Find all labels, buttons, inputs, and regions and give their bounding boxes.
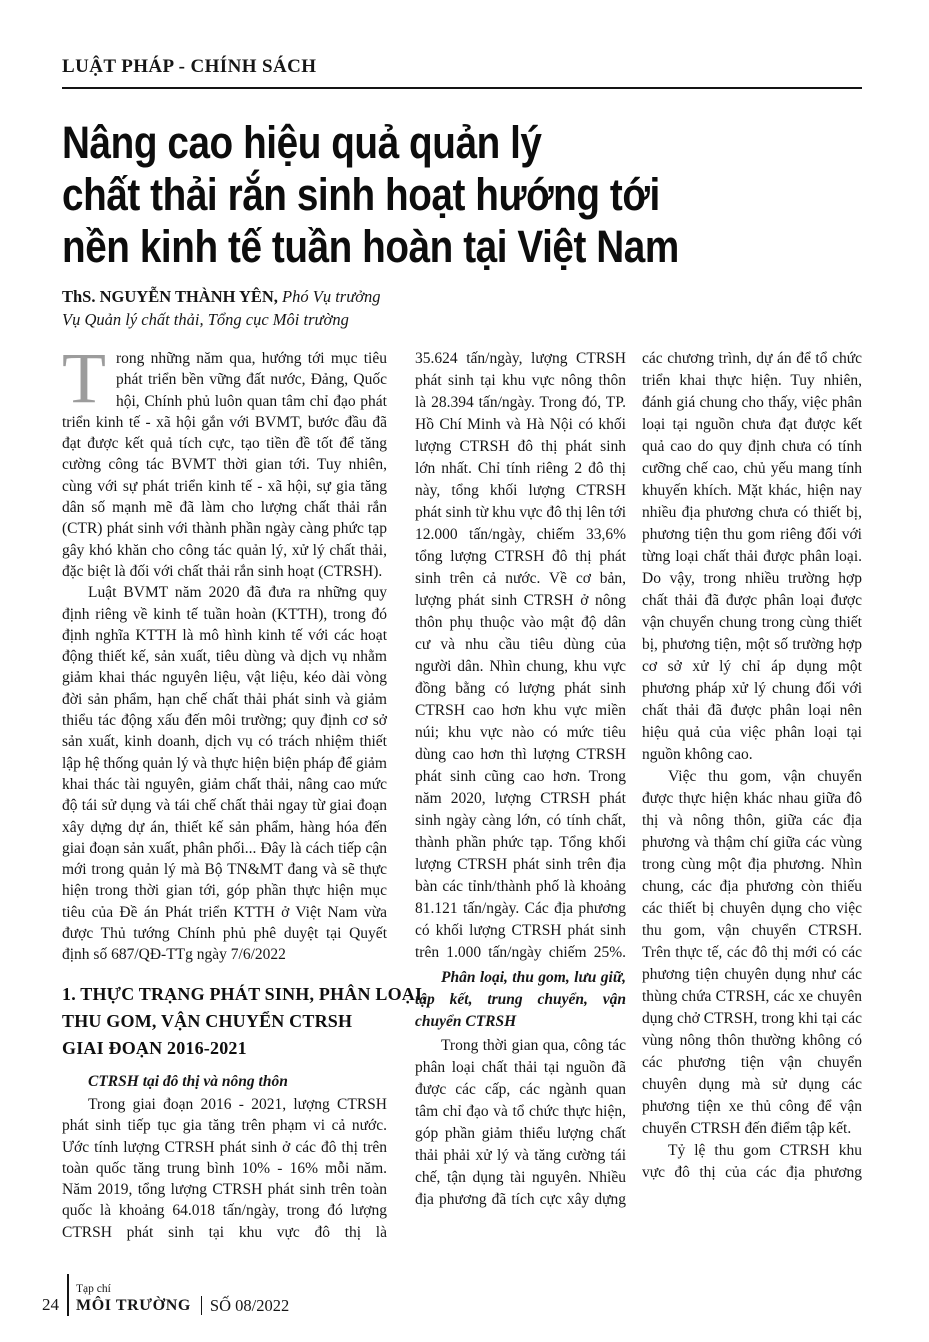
dropcap-letter: T	[62, 338, 106, 418]
page-footer	[42, 1274, 289, 1316]
title-line-2: chất thải rắn sinh hoạt hướng tới	[62, 169, 660, 220]
magazine-name: MÔI TRƯỜNG	[76, 1297, 191, 1314]
section-heading-line-1: 1. THỰC TRẠNG PHÁT SINH, PHÂN LOẠI,	[62, 983, 427, 1004]
byline	[62, 285, 862, 331]
column-1	[62, 338, 427, 1243]
subheading-urban-rural: CTRSH tại đô thị và nông thôn	[88, 1072, 288, 1090]
issue-block	[201, 1296, 289, 1316]
section-kicker: LUẬT PHÁP - CHÍNH SÁCH	[62, 56, 317, 77]
paragraph-collection-rate: Tỷ lệ thu gom CTRSH khu vực đô thị của các địa phương	[642, 1142, 862, 1181]
paragraph-sorting: Trong thời gian qua, công tác phân loại chất thải tại nguồn đã được các cấp, các ngành quan tâm chỉ đạo và tổ chức thực hiện, góp phần giảm thiểu lượng chất thải phải xử lý và tăng cường tái chế, tận dụng tài nguyên. Nhiều địa phương đã tích cực xây dựng	[415, 1037, 626, 1208]
paragraph-transport: Việc thu gom, vận chuyển được thực hiện khác nhau giữa đô thị và nông thôn, giữa các địa phương và thậm chí giữa các vùng trong cùng một địa phương. Nhìn chung, các địa phương còn thiếu các thiết bị chuyên dụng cho việc thu gom, vận chuyển CTRSH. Trên thực tế, các đô thị mới có các phương tiện chuyên dụng như các thùng chứa CTRSH, các xe chuyên dụng chở CTRSH, trong khi tại các vùng nông thôn thường không có các phương tiện vận chuyển chuyên dụng mà sử dụng các phương tiện xe thủ công để vận chuyển CTRSH đến điểm tập kết.	[642, 768, 862, 1137]
article-body	[62, 338, 862, 1243]
article-title	[62, 117, 862, 273]
author-role: Phó Vụ trưởng	[277, 287, 381, 306]
footer-divider-bar	[67, 1274, 69, 1316]
column-3	[642, 348, 862, 1243]
magazine-tagline: Tạp chí	[76, 1283, 111, 1295]
author-name: ThS. NGUYỄN THÀNH YÊN,	[62, 287, 278, 306]
paragraph-intro-text: rong những năm qua, hướng tới mục tiêu phát triển bền vững đất nước, Đảng, Quốc hội, Chính phủ luôn quan tâm chỉ đạo phát triển kinh tế - xã hội gắn với BVMT, bước đầu đã đạt được kết quả tích cực, tạo tiền đề tốt để tăng cường công tác BVMT thời gian tới. Tuy nhiên, cùng với sự phát triển kinh tế - xã hội, sự gia tăng dân số mạnh mẽ đã làm cho lượng chất thải rắn (CTR) phát sinh với thành phần ngày càng phức tạp gây khó khăn cho công tác quản lý, xử lý chất thải, đặc biệt là đối với chất thải rắn sinh hoạt (CTRSH).	[62, 350, 387, 580]
paragraph-programs: các chương trình, dự án để tổ chức triển khai thực hiện. Tuy nhiên, đánh giá chung cho thấy, việc phân loại tại nguồn chưa đạt được kết quả cao do quy định chưa có tính cưỡng chế cao, chủ yếu mang tính khuyến khích. Mặt khác, hiện nay nhiều địa phương chưa có thiết bị, phương tiện thu gom riêng đối với từng loại chất thải được phân loại. Do vậy, trong nhiều trường hợp chất thải đã được phân loại được vận chuyển chung trong cùng thiết bị, phương tiện, một số trường hợp cơ sở xử lý chỉ áp dụng một phương pháp xử lý chung đối với chất thải đã được phân loại nên hiệu quả của việc phân loại tại nguồn không cao.	[642, 350, 862, 763]
subheading-collection: Phân loại, thu gom, lưu giữ, tập kết, trung chuyển, vận chuyển CTRSH	[415, 969, 626, 1030]
header-rule	[62, 87, 862, 89]
issue-divider-bar	[201, 1296, 202, 1315]
paragraph-intro	[62, 338, 387, 582]
issue-number: SỐ 08/2022	[209, 1296, 290, 1315]
section-heading-line-2: THU GOM, VẬN CHUYỂN CTRSH	[62, 1010, 353, 1031]
magazine-title-block	[76, 1283, 191, 1316]
title-line-3: nền kinh tế tuần hoàn tại Việt Nam	[62, 221, 679, 272]
byline-author-line	[62, 285, 862, 308]
paragraph-volumes: 35.624 tấn/ngày, lượng CTRSH phát sinh tại khu vực nông thôn là 28.394 tấn/ngày. Trong đó, TP. Hồ Chí Minh và Hà Nội có khối lượng CTRSH đô thị phát sinh lớn nhất. Chỉ tính riêng 2 đô thị này, tổng khối lượng CTRSH phát sinh từ khu vực đô thị lên tới 12.000 tấn/ngày, chiếm 33,6% tổng lượng CTRSH đô thị phát sinh trên cả nước. Về cơ bản, lượng phát sinh CTRSH ở nông thôn phụ thuộc vào mật độ dân cư và nhu cầu tiêu dùng của người dân. Nhìn chung, khu vực đồng bằng có lượng phát sinh CTRSH cao hơn khu vực miền núi; khu vực nào có mức tiêu dùng cao hơn thì lượng CTRSH phát sinh cũng cao hơn. Trong năm 2020, lượng CTRSH phát sinh ngày càng lớn, có tính chất, thành phần phức tạp. Tổng khối lượng CTRSH phát sinh trên địa bàn các tỉnh/thành phố là khoảng 81.121 tấn/ngày. Các địa phương có khối lượng CTRSH phát sinh trên 1.000 tấn/ngày chiếm 25%.	[415, 350, 626, 961]
section-heading-1	[62, 981, 427, 1062]
page-number: 24	[42, 1295, 59, 1314]
author-affiliation: Vụ Quản lý chất thải, Tổng cục Môi trường	[62, 310, 349, 329]
paragraph-law-2020: Luật BVMT năm 2020 đã đưa ra những quy định riêng về kinh tế tuần hoàn (KTTH), trong đó định nghĩa KTTH là mô hình kinh tế với các hoạt động thiết kế, sản xuất, tiêu dùng và dịch vụ nhằm giảm khai thác nguyên liệu, vật liệu, kéo dài vòng đời sản phẩm, hạn chế chất thải phát sinh và giảm thiểu tác động xấu đến môi trường; quy định cơ sở sản xuất, kinh doanh, dịch vụ có trách nhiệm thiết lập hệ thống quản lý và thực hiện biện pháp để giảm khai thác tài nguyên, giảm chất thải, nâng cao mức độ tái sử dụng và tái chế chất thải ngay từ giai đoạn xây dựng dự án, thiết kế sản phẩm, hàng hóa đến giai đoạn sản xuất, phân phối... Đây là cách tiếp cận mới trong quản lý mà Bộ TN&MT đang và sẽ thực hiện trong thời gian tới, góp phần thực hiện mục tiêu của Đề án Phát triển KTTH ở Việt Nam vừa được Thủ tướng Chính phủ phê duyệt tại Quyết định số 687/QĐ-TTg ngày 7/6/2022	[62, 584, 387, 964]
column-2	[415, 348, 626, 1243]
section-heading-line-3: GIAI ĐOẠN 2016-2021	[62, 1037, 247, 1058]
title-line-1: Nâng cao hiệu quả quản lý	[62, 117, 542, 168]
paragraph-period-2016-2021: Trong giai đoạn 2016 - 2021, lượng CTRSH phát sinh tiếp tục gia tăng trên phạm vi cả nước. Ước tính lượng CTRSH phát sinh ở các đô thị trên toàn quốc tăng trung bình 10% - 16% mỗi năm. Năm 2019, tổng lượng CTRSH phát sinh trên toàn quốc là khoảng 64.018 tấn/ngày, trong đó lượng CTRSH phát sinh tại khu vực đô thị là	[62, 1095, 387, 1241]
page-header	[62, 56, 862, 89]
